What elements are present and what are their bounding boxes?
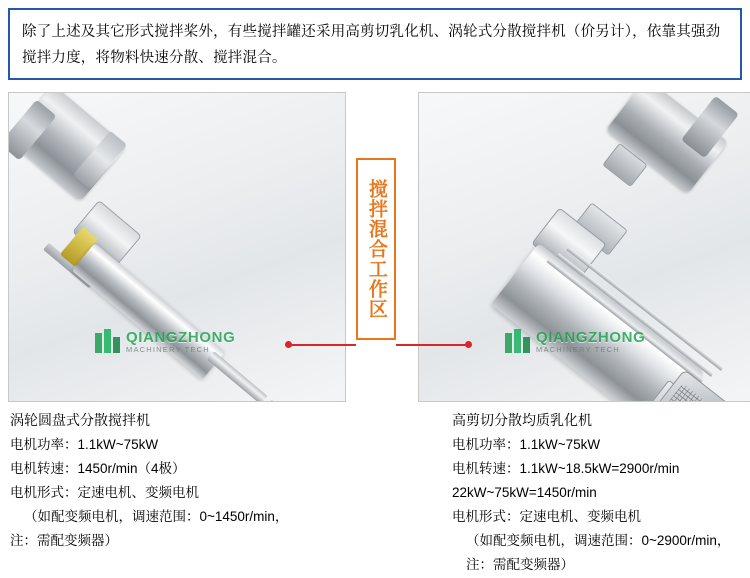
left-spec-line: 电机转速：1450r/min（4极） — [10, 461, 186, 476]
right-spec-line: 22kW~75kW=1450r/min — [452, 485, 597, 500]
right-spec-line: 电机转速：1.1kW~18.5kW=2900r/min — [452, 461, 680, 476]
watermark-brand: QIANGZHONG — [126, 329, 236, 347]
description-text: 除了上述及其它形式搅拌桨外，有些搅拌罐还采用高剪切乳化机、涡轮式分散搅拌机（价另计），依靠其强劲搅拌力度，将物料快速分散、搅拌混合。 — [22, 24, 721, 66]
right-product-caption — [452, 408, 750, 577]
watermark-brand: QIANGZHONG — [536, 329, 646, 347]
left-note-line: （如配变频电机，调速范围：0~1450r/min， — [24, 509, 289, 524]
left-note-line: 注：需配变频器） — [10, 533, 118, 548]
left-spec-line: 电机功率：1.1kW~75kW — [10, 437, 159, 452]
right-spec-line: 电机形式：定速电机、变频电机 — [452, 509, 641, 524]
mixing-zone-label-text: 搅拌混合工作区 — [365, 179, 387, 319]
right-note-line: （如配变频电机，调速范围：0~2900r/min， — [466, 533, 731, 548]
callout-line-right — [396, 344, 468, 346]
callout-dot-right — [465, 341, 472, 348]
watermark-subtitle: MACHINERY TECH — [126, 344, 210, 354]
callout-line-left — [288, 344, 356, 346]
right-product-title: 高剪切分散均质乳化机 — [452, 412, 592, 428]
left-product-caption — [10, 408, 340, 553]
mixing-zone-label — [356, 158, 396, 340]
left-product-image — [8, 92, 346, 402]
description-box — [8, 8, 742, 80]
left-spec-line: 电机形式：定速电机、变频电机 — [10, 485, 199, 500]
watermark-subtitle: MACHINERY TECH — [536, 344, 620, 354]
right-spec-line: 电机功率：1.1kW~75kW — [452, 437, 601, 452]
right-note-line: 注：需配变频器） — [466, 557, 574, 572]
left-product-title: 涡轮圆盘式分散搅拌机 — [10, 412, 150, 428]
right-product-image — [418, 92, 750, 402]
